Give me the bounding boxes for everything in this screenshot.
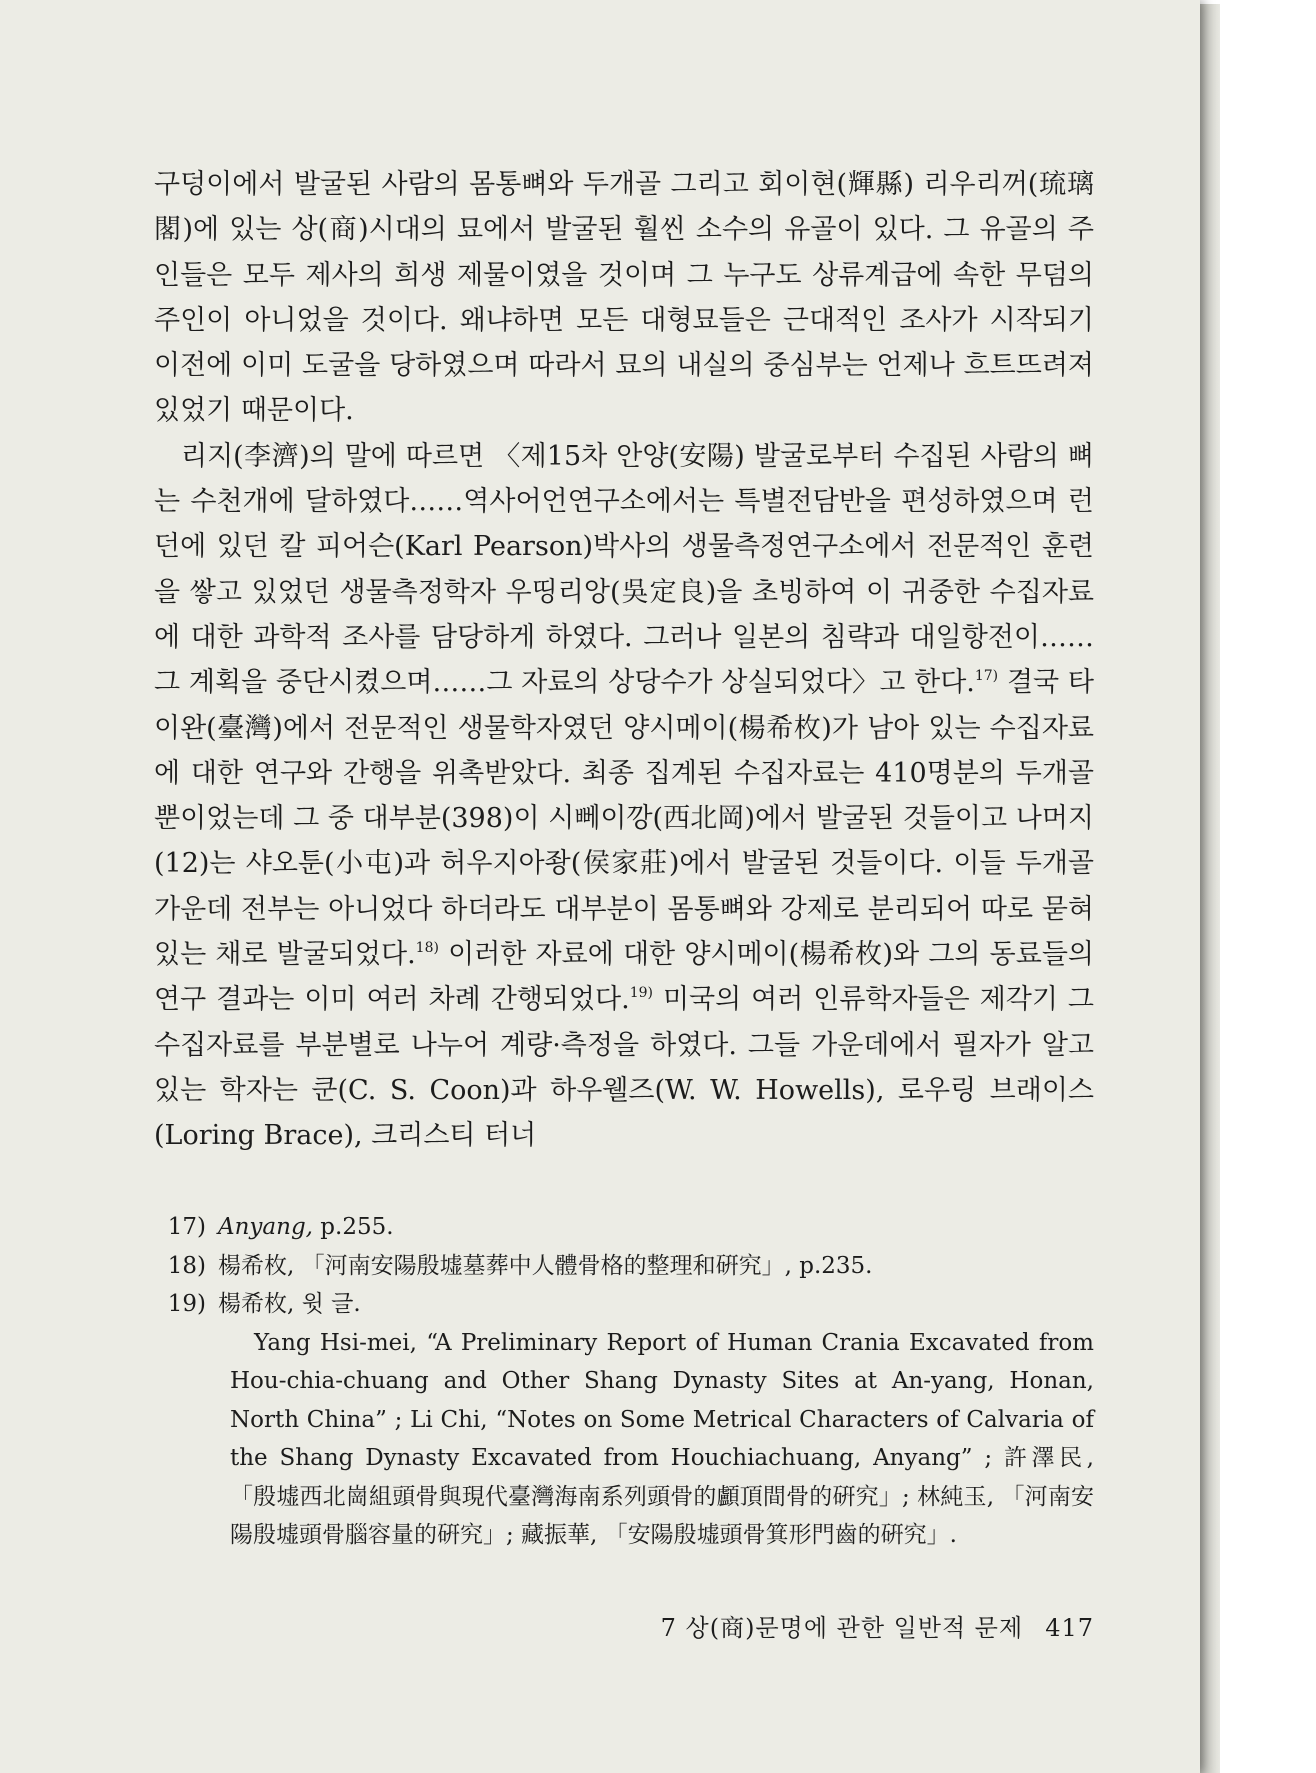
chapter-title: 7 상(商)문명에 관한 일반적 문제 [660,1614,1024,1642]
footnote-number: 17) [167,1214,206,1240]
page-number: 417 [1045,1614,1094,1642]
footnote-ref-19[interactable]: 19) [629,985,653,1002]
footnote-text [218,1208,1094,1247]
footnote-text: 楊希枚, 「河南安陽殷墟墓葬中人體骨格的整理和硏究」, p.235. [218,1252,873,1279]
footnote-17 [154,1208,1094,1247]
body-text [154,162,1094,1159]
footnote-number: 19) [167,1291,206,1317]
running-footer [610,1608,1094,1643]
paragraph-2c-text: 이러한 자료에 대한 양시메이(楊希枚)와 그의 동료들의 연구 결과는 이미 여러 차례 간행되었다. [154,939,1094,1016]
footnote-text: 楊希枚, 윗 글. [218,1291,361,1317]
footnotes [154,1208,1094,1555]
footnote-19-continuation: Yang Hsi-mei, “A Preliminary Report of Human Crania Excavated from Hou-chia-chuang and Other Shang Dynasty Sites at An-yang, Honan, North China” ; Li Chi, “Notes on Some Metrical Characters of Calvaria of the Shang Dynasty Excavated from Houchiachuang, Anyang” ; 許澤民, 「殷墟西北崗組頭骨與現代臺灣海南系列頭骨的顱頂間骨的硏究」; 林純玉, 「河南安陽殷墟頭骨腦容量的硏究」; 藏振華, 「安陽殷墟頭骨箕形門齒的硏究」. [230,1329,1094,1548]
footnote-title: Anyang, [218,1214,313,1240]
paragraph-2-text: 리지(李濟)의 말에 따르면 〈제15차 안양(安陽) 발굴로부터 수집된 사람의 뼈는 수천개에 달하였다……역사어언연구소에서는 특별전담반을 편성하였으며 런던에 있던 칼 피어슨(Karl Pearson)박사의 생물측정연구소에서 전문적인 훈련을 쌓고 있었던 생물측정학자 우띵리앙(吳定良)을 초빙하여 이 귀중한 수집자료에 대한 과학적 조사를 담당하게 하였다. 그러나 일본의 침략과 대일항전이……그 계획을 중단시켰으며……그 자료의 상당수가 상실되었다〉고 한다. [154,440,1094,699]
paragraph-1: 구덩이에서 발굴된 사람의 몸통뼈와 두개골 그리고 회이현(輝縣) 리우리꺼(琉璃閣)에 있는 상(商)시대의 묘에서 발굴된 훨씬 소수의 유골이 있다. 그 유골의 주인들은 모두 제사의 희생 제물이였을 것이며 그 누구도 상류계급에 속한 무덤의 주인이 아니었을 것이다. 왜냐하면 모든 대형묘들은 근대적인 조사가 시작되기 이전에 이미 도굴을 당하였으며 따라서 묘의 내실의 중심부는 언제나 흐트뜨려져 있었기 때문이다. [154,169,1094,427]
footnote-18 [154,1247,1094,1286]
paragraph-2d-text: 미국의 여러 인류학자들은 제각기 그 수집자료를 부분별로 나누어 계량·측정을 하였다. 그들 가운데에서 필자가 알고 있는 학자는 쿤(C. S. Coon)과 하우웰즈(W. W. Howells), 로우링 브래이스(Loring Brace), 크리스티 터너 [154,984,1094,1152]
footnote-19 [154,1285,1094,1324]
footnote-number: 18) [167,1252,206,1279]
footnote-ref-18[interactable]: 18) [415,940,439,957]
paragraph-2b-text: 결국 타이완(臺灣)에서 전문적인 생물학자였던 양시메이(楊希枚)가 남아 있는 수집자료에 대한 연구와 간행을 위촉받았다. 최종 집계된 수집자료는 410명분의 두개골뿐이었는데 그 중 대부분(398)이 시뻬이깡(西北岡)에서 발굴된 것들이고 나머지(12)는 샤오툰(小屯)과 허우지아좡(侯家莊)에서 발굴된 것들이다. 이들 두개골 가운데 전부는 아니었다 하더라도 대부분이 몸통뼈와 강제로 분리되어 따로 묻혀 있는 채로 발굴되었다. [154,667,1094,971]
footnote-ref-17[interactable]: 17) [974,668,999,685]
footnote-rest: p.255. [312,1214,394,1240]
paragraph-2 [154,434,1094,1159]
